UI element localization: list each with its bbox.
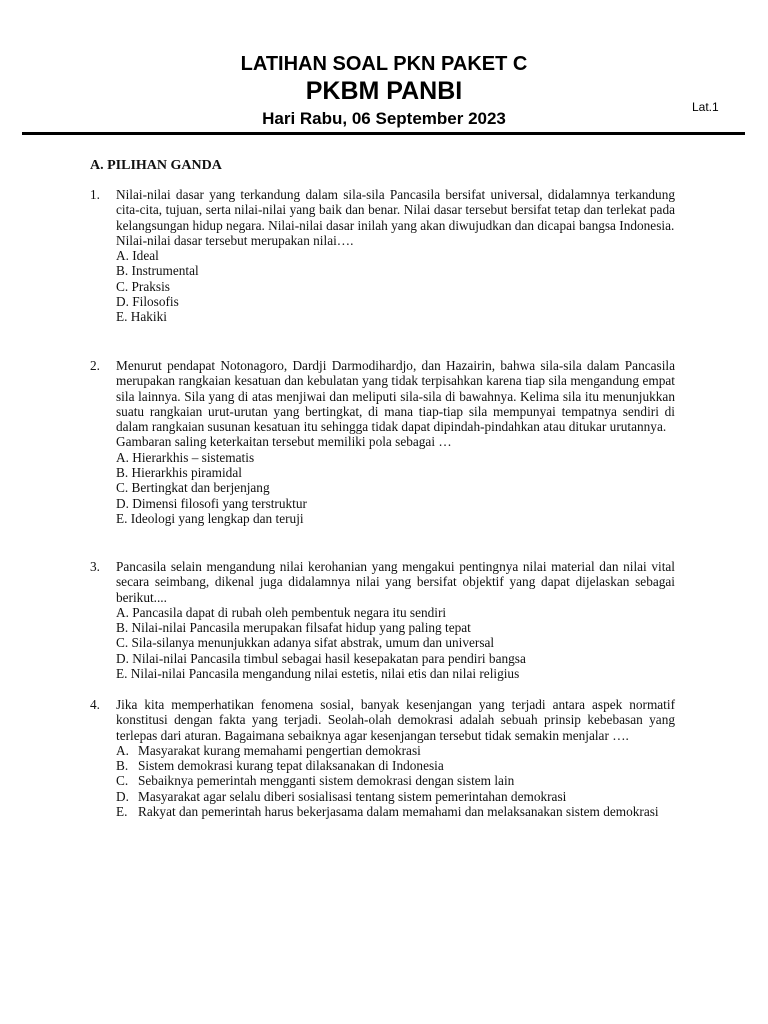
question-stem: Menurut pendapat Notonagoro, Dardji Darmodihardjo, dan Hazairin, bahwa sila-sila dalam Pancasila merupakan rangkaian kesatuan dan kebulatan yang tidak terpisahkan karena tiap sila mengandung empat sila lainnya. Sila yang di atas menjiwai dan meliputi sila-sila di bawahnya. Kelima sila itu menunjukkan suatu rangkaian urut-urutan yang bertingkat, di mana tiap-tiap sila mempunyai tempatnya sendiri di dalam rangkaian susunan kesatuan itu sehingga tidak dapat dipindah-pindahkan atau ditukar urutannya. bbox=[116, 358, 675, 435]
option-c: C. Praksis bbox=[116, 278, 170, 294]
option-c bbox=[116, 773, 675, 788]
option-d: D. Nilai-nilai Pancasila timbul sebagai hasil kesepakatan para pendiri bangsa bbox=[116, 650, 526, 666]
institution-name: PKBM PANBI bbox=[305, 77, 463, 105]
option-letter: D. bbox=[116, 788, 129, 804]
question-number: 1. bbox=[90, 187, 100, 202]
option-e bbox=[116, 804, 675, 819]
option-text: Rakyat dan pemerintah harus bekerjasama dalam memahami dan melaksanakan sistem demokrasi bbox=[138, 804, 659, 820]
question-stem: Jika kita memperhatikan fenomena sosial, banyak kesenjangan yang terjadi antara aspek normatif konstitusi dengan fakta yang terjadi. Seolah-olah demokrasi adalah sebuah prinsip kebebasan yang terlepas dari aturan. Bagaimana sebaiknya agar kesenjangan tersebut tidak semakin menjalar …. bbox=[116, 697, 675, 743]
option-d: D. Filosofis bbox=[116, 294, 179, 310]
option-letter: B. bbox=[116, 758, 129, 774]
option-e: E. Ideologi yang lengkap dan teruji bbox=[116, 510, 304, 526]
question-prompt: Gambaran saling keterkaitan tersebut memiliki pola sebagai … bbox=[116, 434, 452, 450]
option-c: C. Bertingkat dan berjenjang bbox=[116, 480, 270, 496]
question-number: 2. bbox=[90, 358, 100, 373]
question-stem: Pancasila selain mengandung nilai kerohanian yang mengakui pentingnya nilai material dan nilai vital secara seimbang, dikenal juga didalamnya nilai yang bersifat objektif yang dapat dijelaskan sebagai berikut.... bbox=[116, 559, 675, 605]
option-b: B. Hierarkhis piramidal bbox=[116, 465, 242, 481]
document-title: LATIHAN SOAL PKN PAKET C bbox=[240, 53, 528, 75]
option-text: Sistem demokrasi kurang tepat dilaksanakan di Indonesia bbox=[138, 758, 444, 774]
question-2 bbox=[90, 358, 675, 526]
option-letter: C. bbox=[116, 773, 129, 789]
option-d: D. Dimensi filosofi yang terstruktur bbox=[116, 495, 307, 511]
option-text: Sebaiknya pemerintah mengganti sistem demokrasi dengan sistem lain bbox=[138, 773, 515, 789]
document-header bbox=[0, 52, 768, 130]
option-letter: E. bbox=[116, 804, 128, 820]
question-number: 3. bbox=[90, 559, 100, 574]
option-a: A. Hierarkhis – sistematis bbox=[116, 449, 255, 465]
option-a: A. Pancasila dapat di rubah oleh pembentuk negara itu sendiri bbox=[116, 604, 447, 620]
option-text: Masyarakat kurang memahami pengertian demokrasi bbox=[138, 742, 421, 758]
header-divider bbox=[22, 132, 745, 135]
option-letter: A. bbox=[116, 742, 129, 758]
option-d bbox=[116, 789, 675, 804]
question-4 bbox=[90, 697, 675, 819]
option-e: E. Nilai-nilai Pancasila mengandung nilai estetis, nilai etis dan nilai religius bbox=[116, 666, 520, 682]
option-a bbox=[116, 743, 675, 758]
option-e: E. Hakiki bbox=[116, 309, 167, 325]
option-b: B. Instrumental bbox=[116, 263, 199, 279]
option-c: C. Sila-silanya menunjukkan adanya sifat abstrak, umum dan universal bbox=[116, 635, 495, 651]
question-number: 4. bbox=[90, 697, 100, 712]
exam-date: Hari Rabu, 06 September 2023 bbox=[262, 109, 506, 128]
section-heading: A. PILIHAN GANDA bbox=[90, 158, 222, 173]
option-b: B. Nilai-nilai Pancasila merupakan filsafat hidup yang paling tepat bbox=[116, 620, 471, 636]
exercise-code: Lat.1 bbox=[692, 100, 719, 114]
question-3 bbox=[90, 559, 675, 681]
question-1 bbox=[90, 187, 675, 325]
question-stem: Nilai-nilai dasar yang terkandung dalam sila-sila Pancasila bersifat universal, didalamnya terkandung cita-cita, tujuan, serta nilai-nilai yang baik dan benar. Nilai dasar tersebut bersifat tetap dan terlekat pada kelangsungan hidup negara. Nilai-nilai dasar inilah yang akan diwujudkan dan dicapai bangsa Indonesia. bbox=[116, 187, 675, 233]
option-text: Masyarakat agar selalu diberi sosialisasi tentang sistem pemerintahan demokrasi bbox=[138, 788, 567, 804]
option-b bbox=[116, 758, 675, 773]
option-a: A. Ideal bbox=[116, 248, 159, 264]
question-prompt: Nilai-nilai dasar tersebut merupakan nilai…. bbox=[116, 232, 354, 248]
